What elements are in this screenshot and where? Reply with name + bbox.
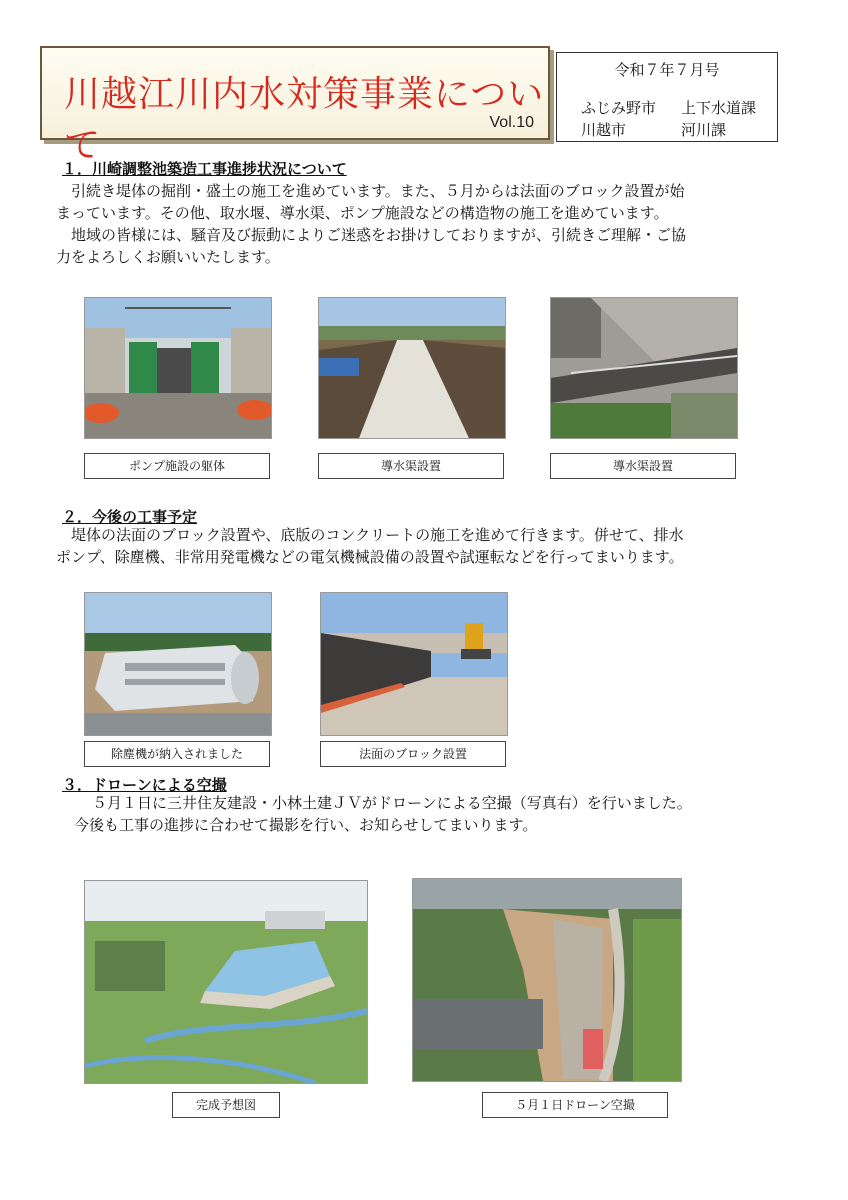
section-2-heading: ２．今後の工事予定 — [62, 508, 198, 526]
photo-drone-aerial — [412, 878, 682, 1082]
photo-channel-aerial — [550, 297, 738, 439]
photo-dust-remover — [84, 592, 272, 736]
department-city: ふじみ野市 — [581, 99, 657, 117]
photo-caption: 導水渠設置 — [318, 453, 504, 479]
section-3-text — [56, 792, 692, 836]
section-1-text — [56, 180, 686, 268]
photo-slope-blocks — [320, 592, 508, 736]
department-row — [581, 119, 769, 140]
text-line: ポンプ、除塵機、非常用発電機などの電気機械設備の設置や試運転などを行ってまいります。 — [56, 548, 684, 566]
photo-caption: 完成予想図 — [172, 1092, 280, 1118]
photo-caption: 導水渠設置 — [550, 453, 736, 479]
page-title: 川越江川内水対策事業について — [64, 74, 545, 166]
photo-caption: ポンプ施設の躯体 — [84, 453, 270, 479]
issue-date: 令和７年７月号 — [614, 61, 720, 79]
text-line: ５月１日に三井住友建設・小林土建ＪＶがドローンによる空撮（写真右）を行いました。 — [92, 794, 692, 812]
department-city: 川越市 — [581, 121, 627, 139]
text-line: 堤体の法面のブロック設置や、底版のコンクリートの施工を進めて行きます。併せて、排水 — [71, 526, 684, 544]
text-line: まっています。その他、取水堰、導水渠、ポンプ施設などの構造物の施工を進めています。 — [56, 204, 669, 222]
text-line: 引続き堤体の掘削・盛土の施工を進めています。また、５月からは法面のブロック設置が始 — [71, 182, 685, 200]
volume-label: Vol.10 — [489, 114, 534, 131]
issue-info-box — [556, 52, 778, 142]
section-2-text — [56, 524, 684, 568]
photo-completion-rendering — [84, 880, 368, 1084]
photo-pump-facility — [84, 297, 272, 439]
department-row — [581, 97, 769, 118]
title-box — [40, 46, 550, 166]
text-line: 地域の皆様には、騒音及び振動によりご迷惑をお掛けしておりますが、引続きご理解・ご協 — [71, 226, 687, 244]
text-line: 力をよろしくお願いいたします。 — [56, 248, 280, 266]
text-line: 今後も工事の進捗に合わせて撮影を行い、お知らせしてまいります。 — [74, 816, 538, 834]
photo-channel — [318, 297, 506, 439]
photo-caption: 除塵機が納入されました — [84, 741, 270, 767]
section-1-heading: １．川崎調整池築造工事進捗状況について — [62, 160, 347, 178]
department-name: 上下水道課 — [681, 99, 757, 117]
photo-caption: 法面のブロック設置 — [320, 741, 506, 767]
section-3-heading: ３．ドローンによる空撮 — [62, 776, 227, 794]
department-name: 河川課 — [681, 121, 727, 139]
photo-caption: ５月１日ドローン空撮 — [482, 1092, 668, 1118]
